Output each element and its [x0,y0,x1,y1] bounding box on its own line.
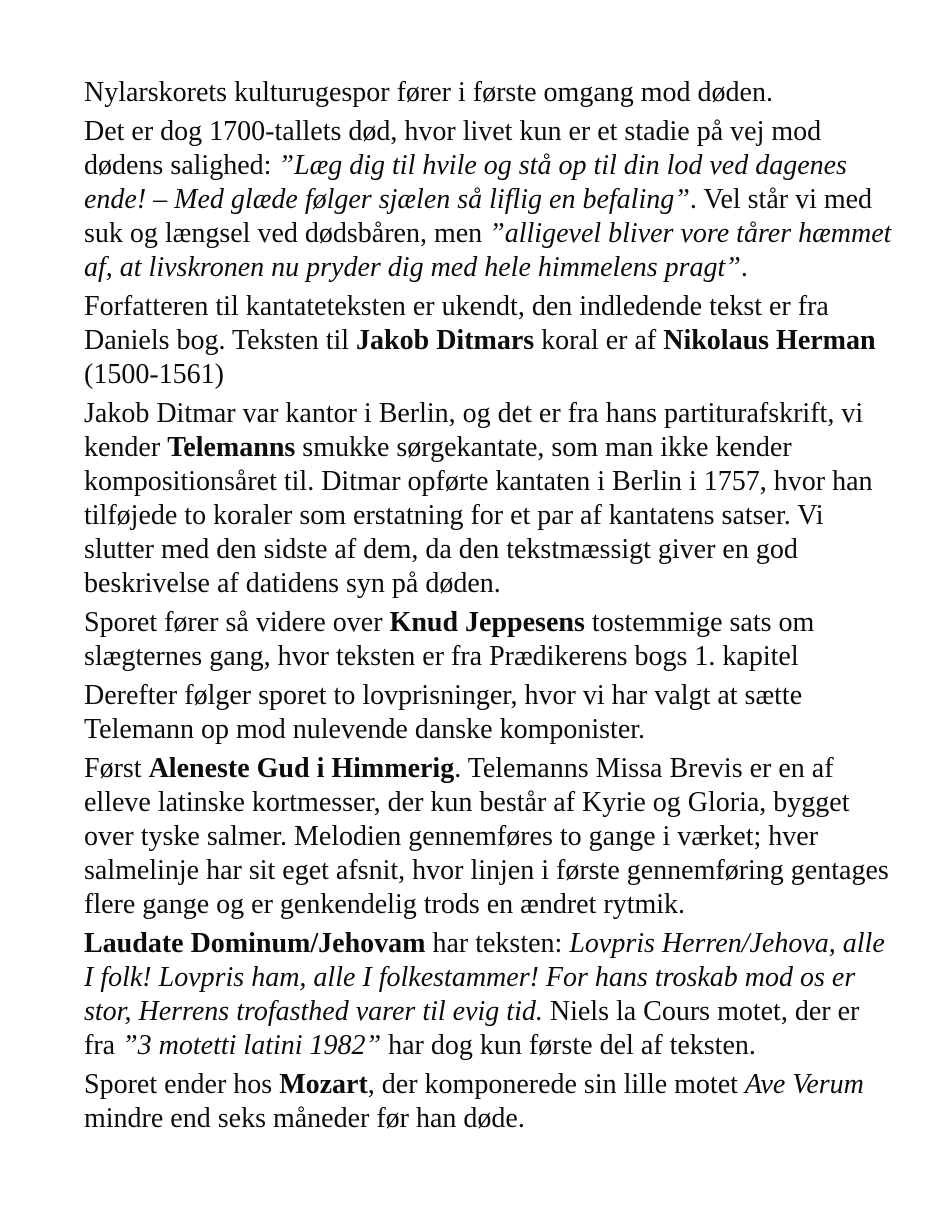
document-body [84,76,896,1141]
text-run: Sporet fører så videre over [84,607,390,638]
text-run: (1500-1561) [84,359,224,390]
text-run: koral er af [534,325,664,356]
text-run: Nylarskorets kulturugespor fører i første omgang mod døden. [84,77,773,108]
paragraph-forfatteren [84,290,896,392]
paragraph-laudate-dominum [84,927,896,1063]
text-run: har teksten: [425,928,570,959]
text-run: Jakob Ditmar var kantor i Berlin, og det er fra hans partiturafskrift, vi kender [84,398,864,463]
text-run: . Telemanns Missa Brevis er en af elleve latinske kortmesser, der kun består af Kyrie og Gloria, bygget over tyske salmer. Melodien gennemføres to gange i værket; hver salmelinje har sit eget afsnit, hvor linjen i første gennemføring gentages flere gange og er genkendelig trods en ændret rytmik. [84,753,889,920]
paragraph-jakob-ditmar [84,397,896,601]
text-run: , der komponerede sin lille motet [367,1069,745,1100]
text-run: . [740,252,748,283]
paragraph-1700-tallets-doed [84,115,896,285]
text-run: har dog kun første del af teksten. [381,1030,756,1061]
paragraph-lovprisninger [84,679,896,747]
text-run-name: Jakob Ditmars [356,325,535,356]
text-run: Forfatteren til kantateteksten er ukendt, den indledende tekst er fra Daniels bog. Teksten til [84,291,829,356]
text-run: tostemmige sats om slægternes gang, hvor teksten er fra Prædikerens bogs 1. kapitel [84,607,815,672]
text-run-name: Nikolaus Herman [663,325,876,356]
text-run: smukke sørgekantate, som man ikke kender kompositionsåret til. Ditmar opførte kantaten i Berlin i 1757, hvor han tilføjede to koraler som erstatning for et par af kantatens satser. Vi slutter med den sidste af dem, da den tekstmæssigt giver en god beskrivelse af datidens syn på døden. [84,432,873,599]
text-run-quote: ”Læg dig til hvile og stå op til din lod ved dagenes ende! – Med glæde følger sjælen så liflig en befaling” [84,150,847,215]
text-run: Derefter følger sporet to lovprisninger, hvor vi har valgt at sætte Telemann op mod nulevende danske komponister. [84,680,803,745]
text-run-name: Mozart [279,1069,368,1100]
text-run-quote: Lovpris Herren/Jehova, alle I folk! Lovpris ham, alle I folkestammer! For hans troskab mod os er stor, Herrens trofasthed varer til evig tid. [84,928,885,1027]
text-run-quote: ”alligevel bliver vore tårer hæmmet af, at livskronen nu pryder dig med hele himmelens pragt” [84,218,892,283]
text-run-name: Knud Jeppesens [389,607,585,638]
text-run: Først [84,753,149,784]
text-run: . Vel står vi med suk og længsel ved dødsbåren, men [84,184,873,249]
text-run-title: Aleneste Gud i Himmerig [148,753,455,784]
paragraph-aleneste-gud [84,752,896,922]
text-run-name: Telemanns [167,432,296,463]
paragraph-knud-jeppesen [84,606,896,674]
text-run: Niels la Cours motet, der er fra [84,996,860,1061]
text-run: Det er dog 1700-tallets død, hvor livet kun er et stadie på vej mod dødens salighed: [84,116,822,181]
text-run-title: Ave Verum [744,1069,864,1100]
text-run: mindre end seks måneder før han døde. [84,1103,525,1134]
text-run-quote: ”3 motetti latini 1982” [122,1030,382,1061]
text-run-title: Laudate Dominum/Jehovam [84,928,426,959]
text-run: Sporet ender hos [84,1069,280,1100]
paragraph-intro [84,76,896,110]
paragraph-mozart [84,1068,896,1136]
